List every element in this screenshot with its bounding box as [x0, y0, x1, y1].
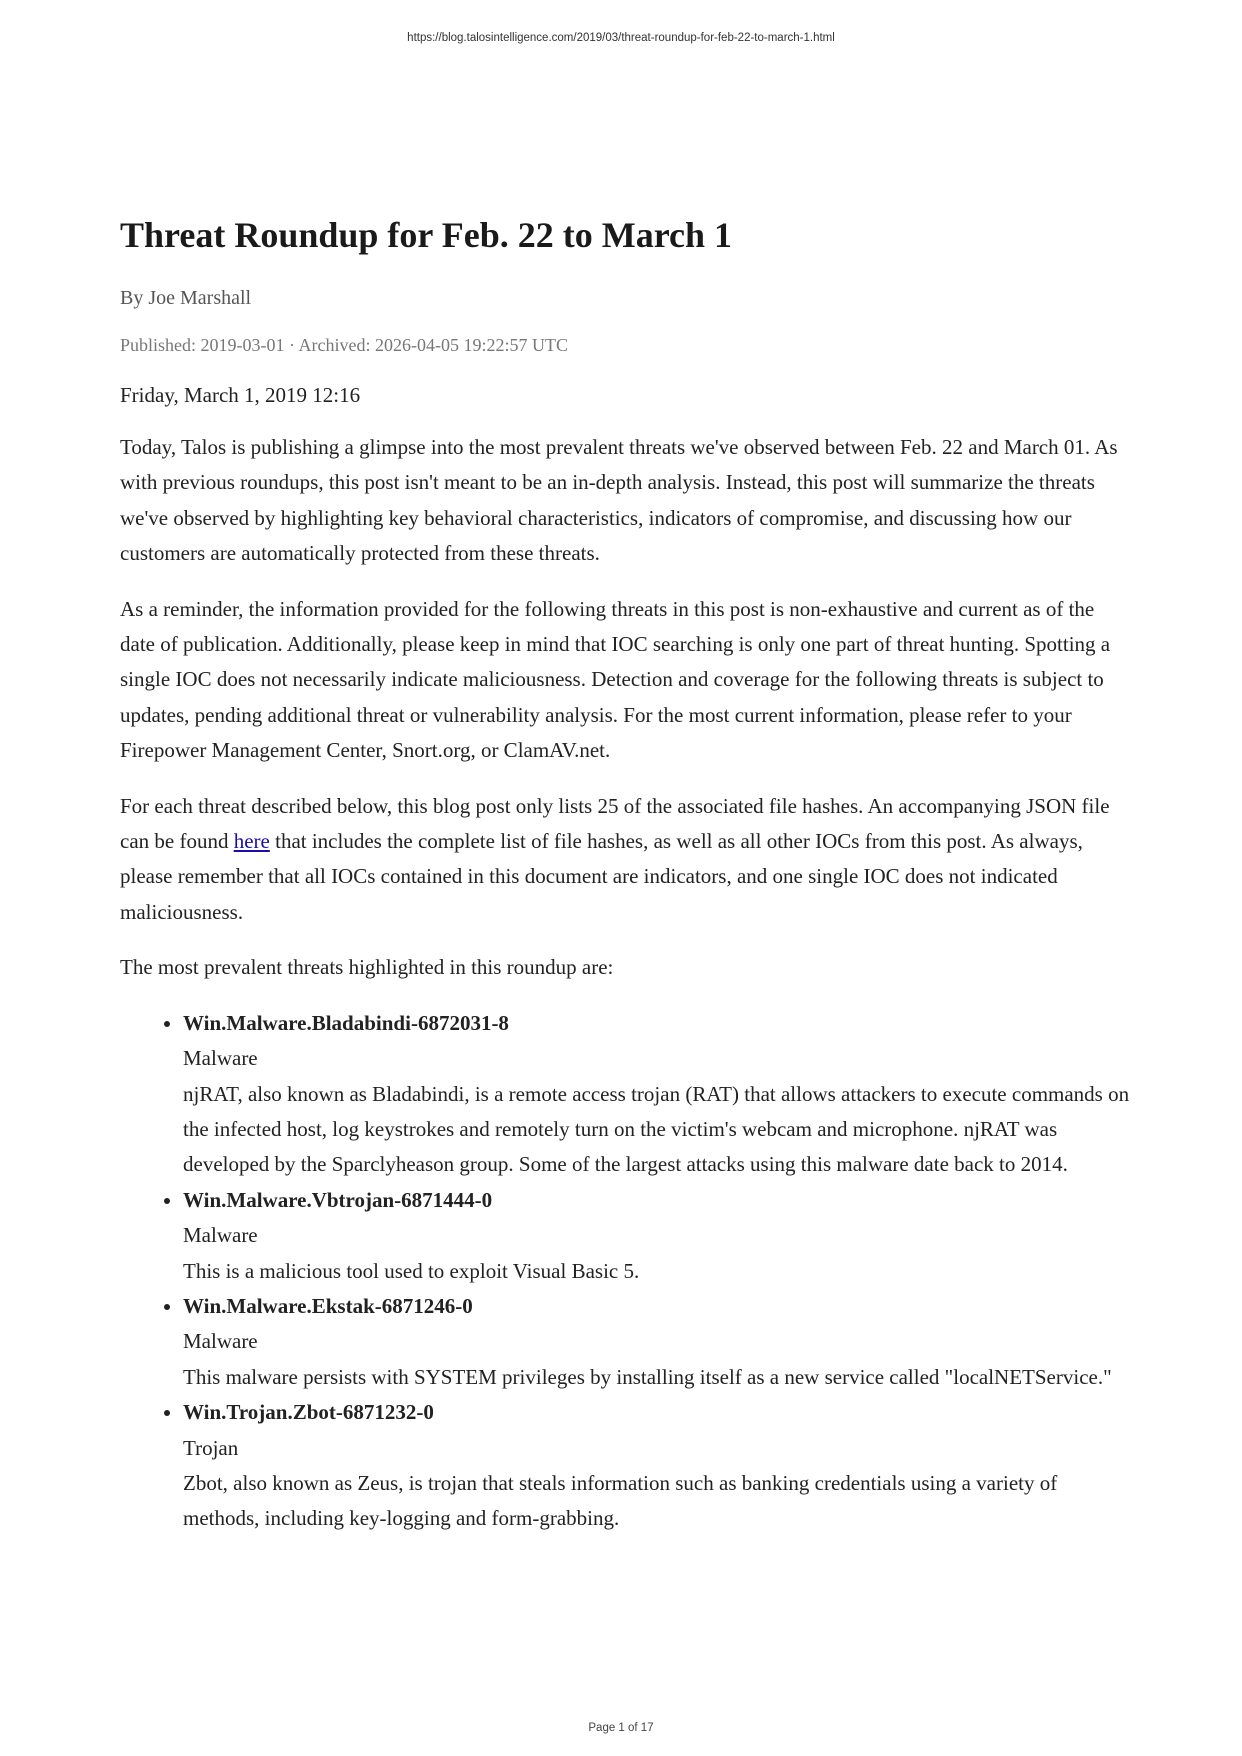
threat-type: Malware: [183, 1329, 258, 1354]
threat-item: [183, 1289, 1130, 1395]
threat-list: [120, 1006, 1130, 1537]
threat-name: Win.Trojan.Zbot-6871232-0: [183, 1400, 434, 1425]
byline: By Joe Marshall: [120, 287, 252, 309]
threat-name: Win.Malware.Bladabindi-6872031-8: [183, 1010, 509, 1035]
json-here-link[interactable]: here: [233, 829, 270, 854]
threat-name: Win.Malware.Vbtrojan-6871444-0: [183, 1187, 493, 1212]
article: [120, 212, 1130, 1537]
publish-meta: Published: 2019-03-01 · Archived: 2026-04-05 19:22:57 UTC: [120, 335, 568, 355]
threat-item: [183, 1395, 1130, 1537]
list-intro: The most prevalent threats highlighted in this roundup are:: [120, 955, 614, 980]
threat-item: [183, 1006, 1130, 1183]
threat-desc: This is a malicious tool used to exploit Visual Basic 5.: [183, 1258, 640, 1283]
threat-name: Win.Malware.Ekstak-6871246-0: [183, 1293, 473, 1318]
article-title: Threat Roundup for Feb. 22 to March 1: [120, 215, 733, 255]
threat-desc: njRAT, also known as Bladabindi, is a remote access trojan (RAT) that allows attackers to execute commands on the infected host, log keystrokes and remotely turn on the victim's webcam and microphone. njRAT was developed by the Sparclyheason group. Some of the largest attacks using this malware date back to 2014.: [183, 1081, 1130, 1177]
threat-type: Malware: [183, 1223, 258, 1248]
page-number: Page 1 of 17: [588, 1722, 654, 1734]
threat-type: Malware: [183, 1046, 258, 1071]
page-url: https://blog.talosintelligence.com/2019/03/threat-roundup-for-feb-22-to-march-1.html: [407, 32, 835, 44]
threat-item: [183, 1183, 1130, 1289]
threat-desc: Zbot, also known as Zeus, is trojan that steals information such as banking credentials using a variety of methods, including key-logging and form-grabbing.: [183, 1470, 1058, 1531]
threat-type: Trojan: [183, 1435, 239, 1460]
json-paragraph: [120, 789, 1130, 931]
post-date: Friday, March 1, 2019 12:16: [120, 383, 361, 407]
reminder-paragraph: As a reminder, the information provided for the following threats in this post is non-exhaustive and current as of the date of publication. Additionally, please keep in mind that IOC searching is only one part of threat hunting. Spotting a single IOC does not necessarily indicate maliciousness. Detection and coverage for the following threats is subject to updates, pending additional threat or vulnerability analysis. For the most current information, please refer to your Firepower Management Center, Snort.org, or ClamAV.net.: [120, 596, 1111, 763]
intro-paragraph: Today, Talos is publishing a glimpse into the most prevalent threats we've observed between Feb. 22 and March 01. As with previous roundups, this post isn't meant to be an in-depth analysis. Instead, this post will summarize the threats we've observed by highlighting key behavioral characteristics, indicators of compromise, and discussing how our customers are automatically protected from these threats.: [120, 435, 1118, 566]
json-text-after: that includes the complete list of file hashes, as well as all other IOCs from this post. As always, please remember that all IOCs contained in this document are indicators, and one single IOC does not indicated maliciousness.: [120, 829, 1083, 924]
threat-desc: This malware persists with SYSTEM privileges by installing itself as a new service called "localNETService.": [183, 1364, 1112, 1389]
json-text-before: For each threat described below, this blog post only lists 25 of the associated file hashes. An accompanying JSON file can be found: [120, 793, 1110, 854]
